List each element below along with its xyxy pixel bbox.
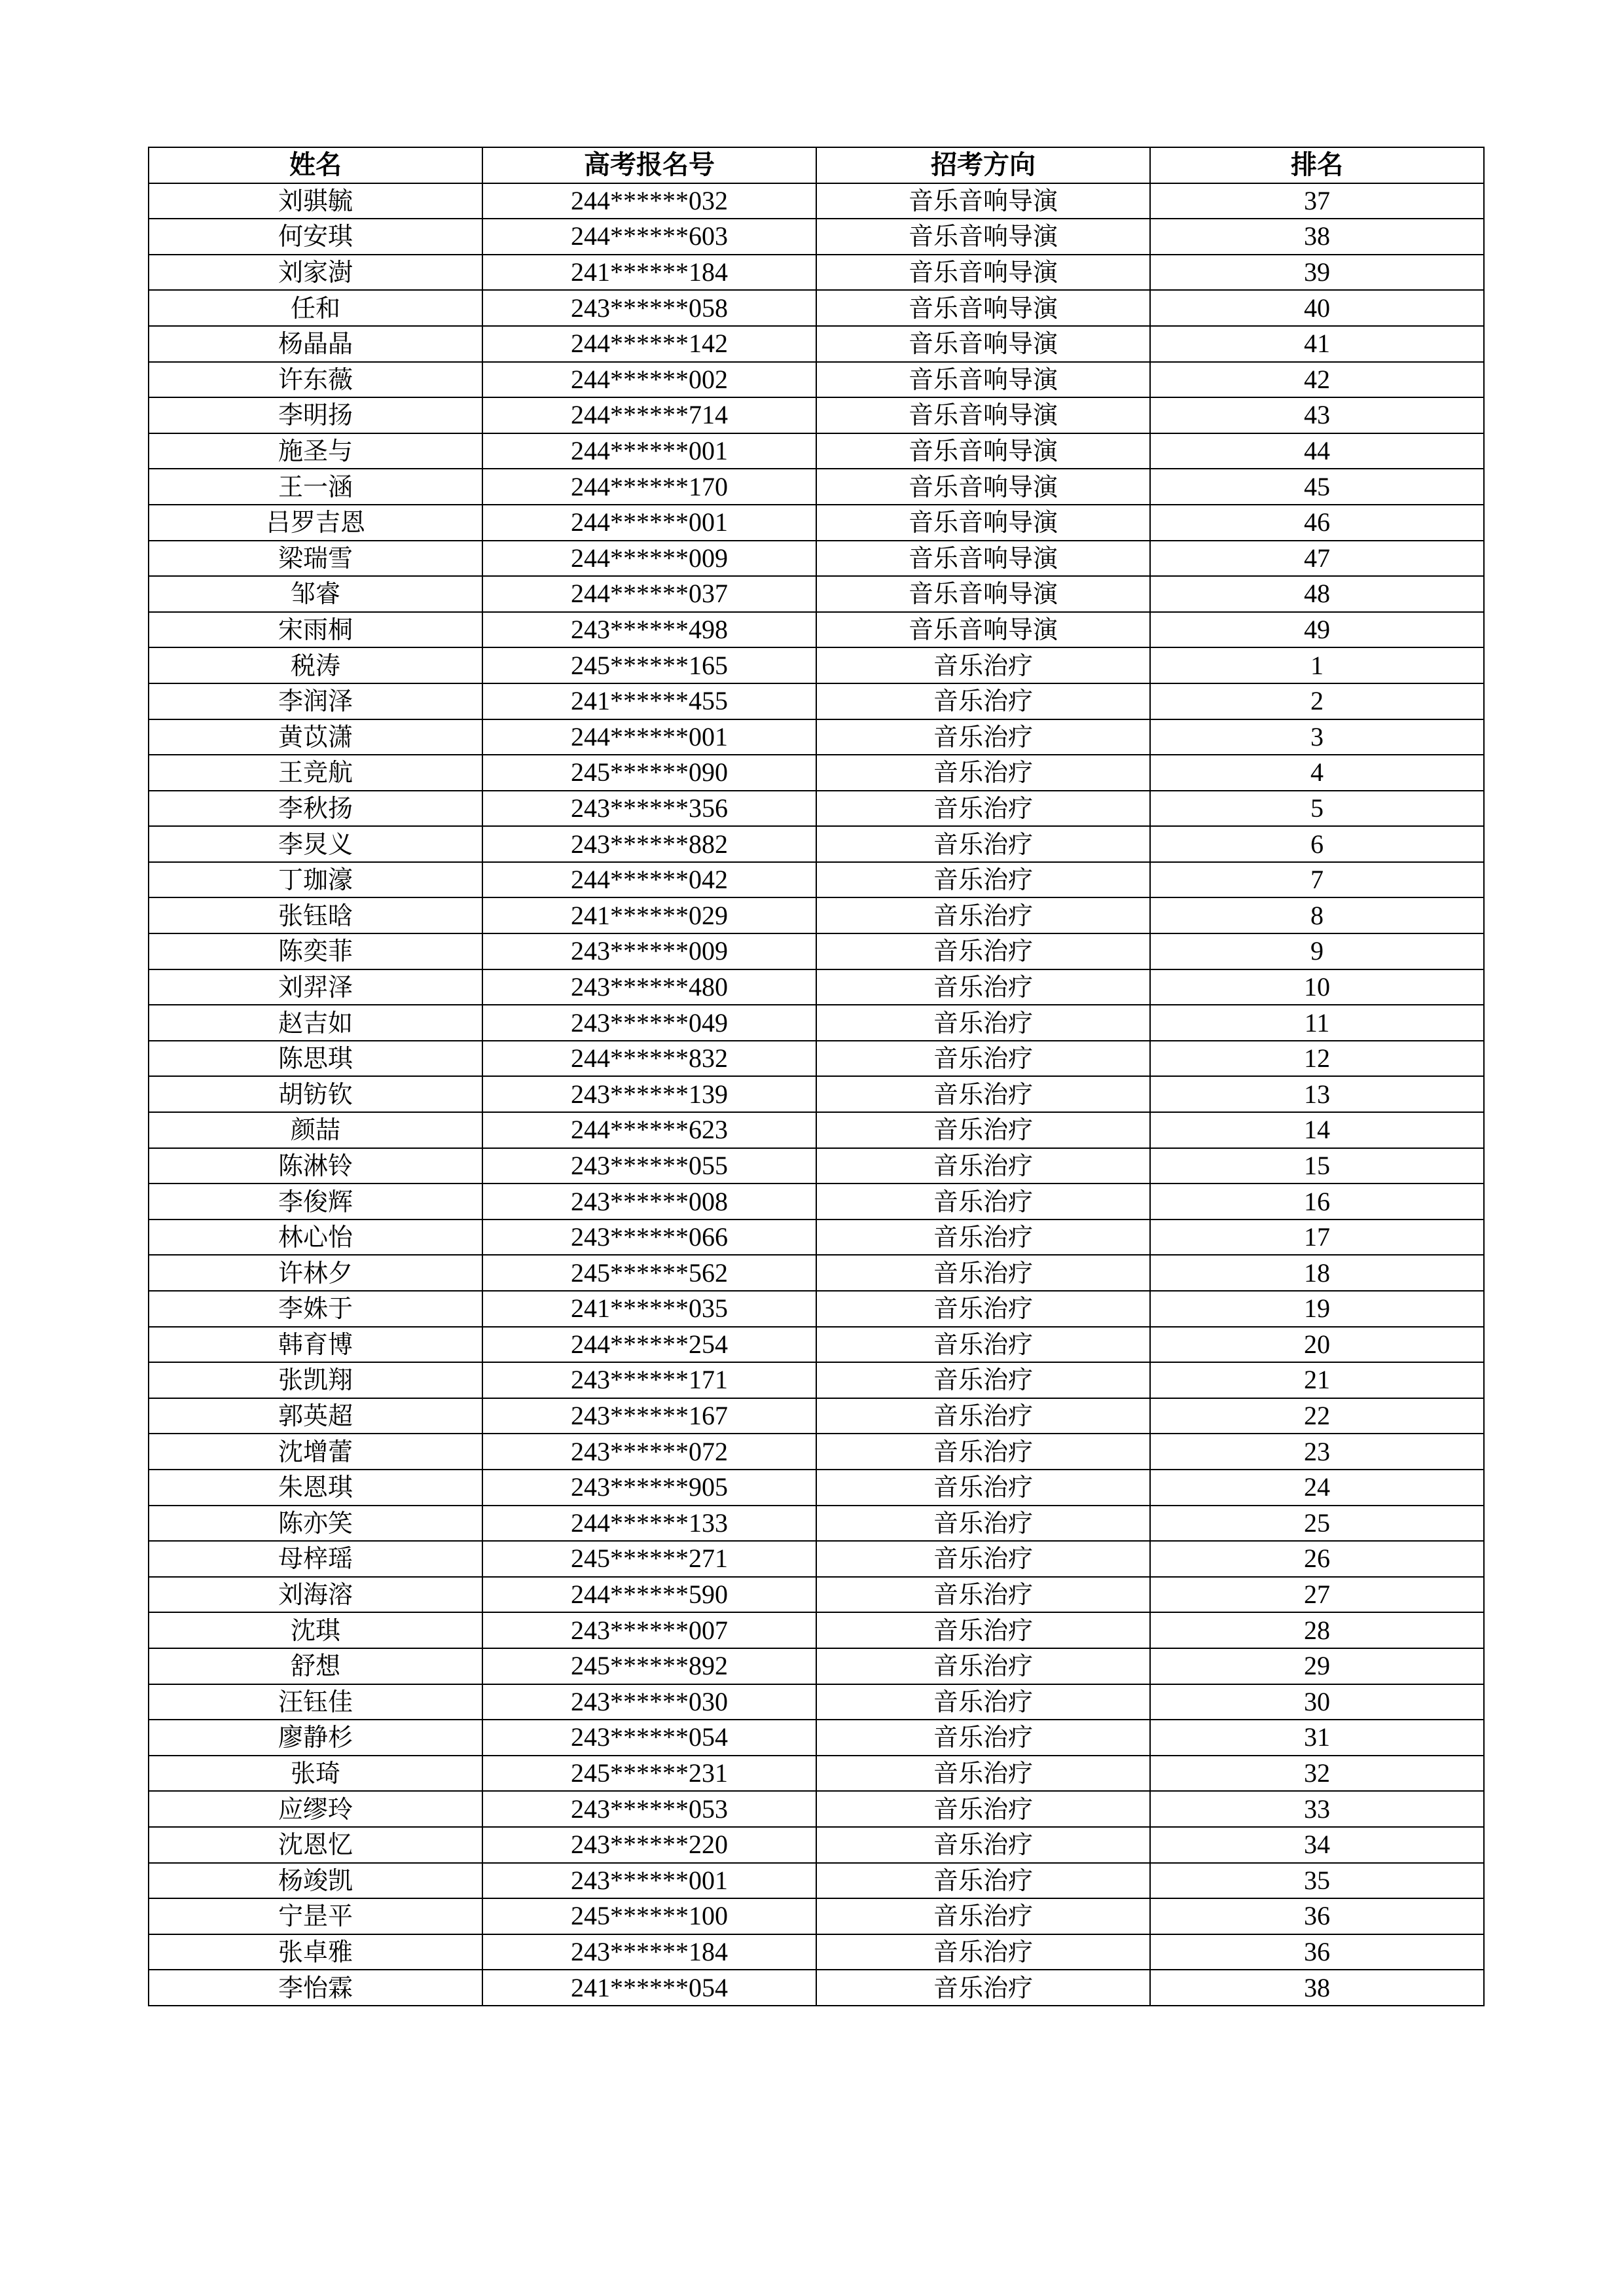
cell-name: 丁珈濠 <box>149 862 482 898</box>
table-row <box>149 326 1484 362</box>
table-row <box>149 362 1484 398</box>
cell-major: 音乐音响导演 <box>816 362 1150 398</box>
cell-major: 音乐治疗 <box>816 1470 1150 1506</box>
cell-major: 音乐音响导演 <box>816 469 1150 505</box>
table-row <box>149 1434 1484 1470</box>
cell-rank: 11 <box>1150 1005 1484 1041</box>
table-row <box>149 1470 1484 1506</box>
cell-name: 郭英超 <box>149 1398 482 1434</box>
cell-major: 音乐治疗 <box>816 1041 1150 1077</box>
cell-rank: 9 <box>1150 933 1484 969</box>
header-major: 招考方向 <box>816 147 1150 183</box>
cell-major: 音乐治疗 <box>816 1220 1150 1256</box>
table-row <box>149 1541 1484 1577</box>
cell-exam-id: 244******009 <box>482 541 816 577</box>
cell-rank: 38 <box>1150 1970 1484 2006</box>
table-row <box>149 576 1484 612</box>
table-row <box>149 1827 1484 1863</box>
cell-exam-id: 244******170 <box>482 469 816 505</box>
cell-rank: 48 <box>1150 576 1484 612</box>
cell-major: 音乐治疗 <box>816 683 1150 719</box>
table-row <box>149 1791 1484 1827</box>
cell-exam-id: 243******184 <box>482 1934 816 1970</box>
cell-major: 音乐音响导演 <box>816 612 1150 648</box>
cell-rank: 14 <box>1150 1112 1484 1148</box>
cell-name: 李俊辉 <box>149 1184 482 1220</box>
header-name: 姓名 <box>149 147 482 183</box>
cell-major: 音乐治疗 <box>816 826 1150 862</box>
cell-name: 胡钫钦 <box>149 1076 482 1112</box>
table-row <box>149 1041 1484 1077</box>
cell-rank: 31 <box>1150 1720 1484 1756</box>
cell-exam-id: 243******882 <box>482 826 816 862</box>
cell-exam-id: 244******142 <box>482 326 816 362</box>
cell-rank: 30 <box>1150 1684 1484 1720</box>
cell-rank: 44 <box>1150 433 1484 469</box>
table-row <box>149 219 1484 255</box>
cell-rank: 38 <box>1150 219 1484 255</box>
cell-name: 母梓瑶 <box>149 1541 482 1577</box>
cell-rank: 46 <box>1150 505 1484 541</box>
cell-major: 音乐治疗 <box>816 1506 1150 1542</box>
table-row <box>149 1255 1484 1291</box>
cell-rank: 26 <box>1150 1541 1484 1577</box>
table-row <box>149 183 1484 219</box>
cell-major: 音乐治疗 <box>816 1327 1150 1363</box>
cell-name: 汪钰佳 <box>149 1684 482 1720</box>
table-row <box>149 1720 1484 1756</box>
cell-rank: 1 <box>1150 647 1484 683</box>
cell-major: 音乐治疗 <box>816 1827 1150 1863</box>
cell-rank: 40 <box>1150 290 1484 326</box>
table-header <box>149 147 1484 183</box>
cell-exam-id: 244******001 <box>482 505 816 541</box>
cell-name: 黄苡潇 <box>149 719 482 755</box>
cell-exam-id: 243******480 <box>482 969 816 1005</box>
cell-name: 廖静杉 <box>149 1720 482 1756</box>
cell-rank: 43 <box>1150 397 1484 433</box>
cell-name: 李明扬 <box>149 397 482 433</box>
table-row <box>149 1005 1484 1041</box>
cell-name: 刘家澍 <box>149 255 482 291</box>
cell-major: 音乐音响导演 <box>816 219 1150 255</box>
cell-exam-id: 243******498 <box>482 612 816 648</box>
cell-name: 韩育博 <box>149 1327 482 1363</box>
cell-rank: 41 <box>1150 326 1484 362</box>
cell-exam-id: 243******167 <box>482 1398 816 1434</box>
cell-exam-id: 243******905 <box>482 1470 816 1506</box>
cell-exam-id: 245******090 <box>482 755 816 791</box>
table-row <box>149 647 1484 683</box>
cell-major: 音乐治疗 <box>816 1255 1150 1291</box>
cell-name: 张钰晗 <box>149 897 482 933</box>
cell-major: 音乐治疗 <box>816 862 1150 898</box>
cell-exam-id: 243******356 <box>482 791 816 827</box>
cell-major: 音乐治疗 <box>816 1756 1150 1792</box>
cell-exam-id: 241******455 <box>482 683 816 719</box>
cell-exam-id: 244******254 <box>482 1327 816 1363</box>
table-row <box>149 826 1484 862</box>
cell-exam-id: 244******133 <box>482 1506 816 1542</box>
cell-rank: 28 <box>1150 1612 1484 1648</box>
cell-major: 音乐治疗 <box>816 755 1150 791</box>
cell-major: 音乐治疗 <box>816 1898 1150 1934</box>
cell-rank: 6 <box>1150 826 1484 862</box>
cell-name: 杨竣凯 <box>149 1863 482 1899</box>
table-row <box>149 719 1484 755</box>
cell-rank: 27 <box>1150 1577 1484 1613</box>
cell-major: 音乐音响导演 <box>816 397 1150 433</box>
table-row <box>149 1362 1484 1398</box>
table-row <box>149 1863 1484 1899</box>
cell-major: 音乐治疗 <box>816 1112 1150 1148</box>
cell-rank: 10 <box>1150 969 1484 1005</box>
cell-exam-id: 244******623 <box>482 1112 816 1148</box>
cell-name: 梁瑞雪 <box>149 541 482 577</box>
cell-major: 音乐治疗 <box>816 969 1150 1005</box>
cell-rank: 49 <box>1150 612 1484 648</box>
cell-exam-id: 241******029 <box>482 897 816 933</box>
cell-name: 陈淋铃 <box>149 1148 482 1184</box>
cell-name: 何安琪 <box>149 219 482 255</box>
cell-rank: 4 <box>1150 755 1484 791</box>
cell-name: 赵吉如 <box>149 1005 482 1041</box>
cell-rank: 36 <box>1150 1898 1484 1934</box>
table-row <box>149 541 1484 577</box>
cell-rank: 2 <box>1150 683 1484 719</box>
table-row <box>149 1934 1484 1970</box>
table-row <box>149 1327 1484 1363</box>
cell-major: 音乐治疗 <box>816 1398 1150 1434</box>
cell-exam-id: 244******832 <box>482 1041 816 1077</box>
cell-name: 张琦 <box>149 1756 482 1792</box>
cell-exam-id: 243******049 <box>482 1005 816 1041</box>
cell-name: 王一涵 <box>149 469 482 505</box>
cell-rank: 34 <box>1150 1827 1484 1863</box>
cell-name: 李姝于 <box>149 1291 482 1327</box>
table-row <box>149 969 1484 1005</box>
cell-rank: 20 <box>1150 1327 1484 1363</box>
cell-name: 沈增蕾 <box>149 1434 482 1470</box>
cell-rank: 5 <box>1150 791 1484 827</box>
cell-major: 音乐治疗 <box>816 1541 1150 1577</box>
cell-rank: 35 <box>1150 1863 1484 1899</box>
table-row <box>149 397 1484 433</box>
cell-name: 颜喆 <box>149 1112 482 1148</box>
cell-major: 音乐音响导演 <box>816 326 1150 362</box>
cell-rank: 22 <box>1150 1398 1484 1434</box>
cell-name: 李炅义 <box>149 826 482 862</box>
cell-rank: 12 <box>1150 1041 1484 1077</box>
cell-name: 吕罗吉恩 <box>149 505 482 541</box>
cell-rank: 32 <box>1150 1756 1484 1792</box>
table-row <box>149 1684 1484 1720</box>
cell-exam-id: 241******035 <box>482 1291 816 1327</box>
cell-major: 音乐治疗 <box>816 1684 1150 1720</box>
header-row <box>149 147 1484 183</box>
cell-rank: 39 <box>1150 255 1484 291</box>
cell-major: 音乐治疗 <box>816 1184 1150 1220</box>
cell-exam-id: 243******008 <box>482 1184 816 1220</box>
cell-exam-id: 244******714 <box>482 397 816 433</box>
cell-major: 音乐音响导演 <box>816 576 1150 612</box>
table-body <box>149 183 1484 2006</box>
cell-name: 李怡霖 <box>149 1970 482 2006</box>
cell-name: 沈琪 <box>149 1612 482 1648</box>
cell-major: 音乐治疗 <box>816 1434 1150 1470</box>
cell-name: 陈亦笑 <box>149 1506 482 1542</box>
cell-rank: 33 <box>1150 1791 1484 1827</box>
cell-rank: 45 <box>1150 469 1484 505</box>
cell-major: 音乐音响导演 <box>816 255 1150 291</box>
cell-name: 许林夕 <box>149 1255 482 1291</box>
cell-major: 音乐治疗 <box>816 1577 1150 1613</box>
cell-rank: 8 <box>1150 897 1484 933</box>
cell-rank: 21 <box>1150 1362 1484 1398</box>
cell-major: 音乐治疗 <box>816 897 1150 933</box>
table-row <box>149 433 1484 469</box>
cell-exam-id: 245******100 <box>482 1898 816 1934</box>
cell-exam-id: 243******066 <box>482 1220 816 1256</box>
cell-exam-id: 243******053 <box>482 1791 816 1827</box>
cell-rank: 13 <box>1150 1076 1484 1112</box>
cell-exam-id: 241******054 <box>482 1970 816 2006</box>
table-row <box>149 1112 1484 1148</box>
table-row <box>149 1220 1484 1256</box>
cell-name: 任和 <box>149 290 482 326</box>
table-row <box>149 1898 1484 1934</box>
table-row <box>149 1291 1484 1327</box>
table-row <box>149 505 1484 541</box>
cell-exam-id: 244******001 <box>482 433 816 469</box>
table-row <box>149 897 1484 933</box>
cell-name: 王竞航 <box>149 755 482 791</box>
cell-exam-id: 243******009 <box>482 933 816 969</box>
cell-major: 音乐音响导演 <box>816 433 1150 469</box>
header-rank: 排名 <box>1150 147 1484 183</box>
cell-exam-id: 245******562 <box>482 1255 816 1291</box>
table-row <box>149 1970 1484 2006</box>
table-row <box>149 1648 1484 1684</box>
cell-name: 张凯翔 <box>149 1362 482 1398</box>
table-row <box>149 1148 1484 1184</box>
cell-rank: 18 <box>1150 1255 1484 1291</box>
cell-exam-id: 245******231 <box>482 1756 816 1792</box>
cell-exam-id: 243******007 <box>482 1612 816 1648</box>
cell-exam-id: 243******139 <box>482 1076 816 1112</box>
cell-name: 税涛 <box>149 647 482 683</box>
cell-name: 林心怡 <box>149 1220 482 1256</box>
cell-major: 音乐治疗 <box>816 719 1150 755</box>
cell-major: 音乐治疗 <box>816 1934 1150 1970</box>
cell-name: 陈思琪 <box>149 1041 482 1077</box>
cell-rank: 25 <box>1150 1506 1484 1542</box>
cell-name: 施圣与 <box>149 433 482 469</box>
cell-exam-id: 243******072 <box>482 1434 816 1470</box>
cell-exam-id: 245******165 <box>482 647 816 683</box>
cell-name: 陈奕菲 <box>149 933 482 969</box>
cell-rank: 7 <box>1150 862 1484 898</box>
cell-name: 刘羿泽 <box>149 969 482 1005</box>
cell-rank: 19 <box>1150 1291 1484 1327</box>
cell-exam-id: 241******184 <box>482 255 816 291</box>
cell-major: 音乐音响导演 <box>816 541 1150 577</box>
table-row <box>149 1756 1484 1792</box>
cell-name: 邹睿 <box>149 576 482 612</box>
cell-major: 音乐治疗 <box>816 1720 1150 1756</box>
cell-exam-id: 244******603 <box>482 219 816 255</box>
cell-major: 音乐治疗 <box>816 1148 1150 1184</box>
cell-major: 音乐治疗 <box>816 1791 1150 1827</box>
cell-major: 音乐治疗 <box>816 1362 1150 1398</box>
cell-rank: 17 <box>1150 1220 1484 1256</box>
cell-exam-id: 244******590 <box>482 1577 816 1613</box>
table-row <box>149 791 1484 827</box>
cell-name: 李润泽 <box>149 683 482 719</box>
cell-exam-id: 244******002 <box>482 362 816 398</box>
header-exam-id: 高考报名号 <box>482 147 816 183</box>
cell-exam-id: 243******058 <box>482 290 816 326</box>
cell-exam-id: 244******032 <box>482 183 816 219</box>
cell-major: 音乐音响导演 <box>816 183 1150 219</box>
cell-exam-id: 243******055 <box>482 1148 816 1184</box>
cell-major: 音乐音响导演 <box>816 290 1150 326</box>
cell-rank: 3 <box>1150 719 1484 755</box>
table-row <box>149 1612 1484 1648</box>
cell-name: 刘海溶 <box>149 1577 482 1613</box>
table-row <box>149 612 1484 648</box>
cell-exam-id: 244******037 <box>482 576 816 612</box>
cell-exam-id: 243******171 <box>482 1362 816 1398</box>
cell-name: 杨晶晶 <box>149 326 482 362</box>
table-row <box>149 255 1484 291</box>
cell-rank: 36 <box>1150 1934 1484 1970</box>
table-row <box>149 933 1484 969</box>
cell-major: 音乐治疗 <box>816 1005 1150 1041</box>
table-row <box>149 683 1484 719</box>
cell-name: 宋雨桐 <box>149 612 482 648</box>
cell-exam-id: 244******001 <box>482 719 816 755</box>
cell-major: 音乐治疗 <box>816 647 1150 683</box>
cell-rank: 47 <box>1150 541 1484 577</box>
cell-name: 刘骐毓 <box>149 183 482 219</box>
cell-exam-id: 245******892 <box>482 1648 816 1684</box>
cell-name: 朱恩琪 <box>149 1470 482 1506</box>
cell-name: 沈恩忆 <box>149 1827 482 1863</box>
cell-exam-id: 243******001 <box>482 1863 816 1899</box>
table-row <box>149 290 1484 326</box>
cell-name: 宁昰平 <box>149 1898 482 1934</box>
cell-exam-id: 243******030 <box>482 1684 816 1720</box>
table-row <box>149 1398 1484 1434</box>
cell-major: 音乐治疗 <box>816 1648 1150 1684</box>
table-row <box>149 1506 1484 1542</box>
cell-rank: 15 <box>1150 1148 1484 1184</box>
cell-major: 音乐治疗 <box>816 791 1150 827</box>
cell-rank: 16 <box>1150 1184 1484 1220</box>
table-row <box>149 1184 1484 1220</box>
cell-name: 许东薇 <box>149 362 482 398</box>
cell-name: 李秋扬 <box>149 791 482 827</box>
cell-name: 应缪玲 <box>149 1791 482 1827</box>
cell-major: 音乐治疗 <box>816 1612 1150 1648</box>
table-row <box>149 469 1484 505</box>
cell-major: 音乐治疗 <box>816 933 1150 969</box>
cell-rank: 42 <box>1150 362 1484 398</box>
table-row <box>149 1076 1484 1112</box>
table-row <box>149 862 1484 898</box>
cell-major: 音乐治疗 <box>816 1863 1150 1899</box>
cell-exam-id: 243******220 <box>482 1827 816 1863</box>
cell-rank: 23 <box>1150 1434 1484 1470</box>
cell-major: 音乐治疗 <box>816 1291 1150 1327</box>
ranking-table <box>148 147 1485 2006</box>
cell-major: 音乐治疗 <box>816 1970 1150 2006</box>
cell-name: 张卓雅 <box>149 1934 482 1970</box>
cell-major: 音乐音响导演 <box>816 505 1150 541</box>
cell-rank: 24 <box>1150 1470 1484 1506</box>
table-row <box>149 1577 1484 1613</box>
table-row <box>149 755 1484 791</box>
cell-exam-id: 244******042 <box>482 862 816 898</box>
cell-exam-id: 243******054 <box>482 1720 816 1756</box>
cell-name: 舒想 <box>149 1648 482 1684</box>
cell-rank: 37 <box>1150 183 1484 219</box>
cell-exam-id: 245******271 <box>482 1541 816 1577</box>
cell-rank: 29 <box>1150 1648 1484 1684</box>
cell-major: 音乐治疗 <box>816 1076 1150 1112</box>
